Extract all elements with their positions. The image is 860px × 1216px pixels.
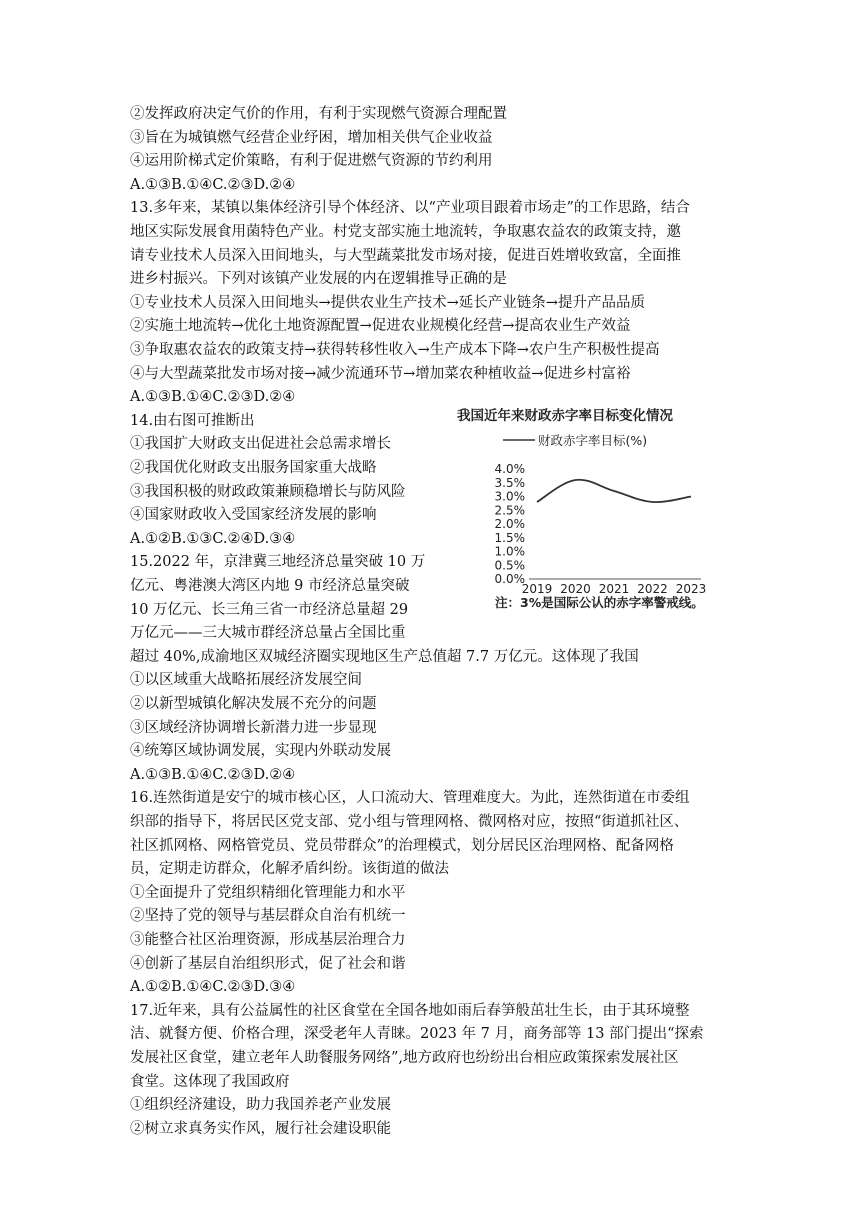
text-line: 13.多年来，某镇以集体经济引导个体经济、以“产业项目跟着市场走”的工作思路，结合 [130,200,690,217]
y-tick-label: 1.0% [494,544,525,559]
y-tick-label: 2.0% [494,517,525,531]
text-line: 社区抓网格、网格管党员、党员带群众”的治理模式，划分居民区治理网格、配备网格 [130,837,674,854]
text-line: ②树立求真务实作风，履行社会建设职能 [130,1120,391,1137]
text-line: ③区域经济协调增长新潜力进一步显现 [130,719,377,736]
text-line: ②我国优化财政支出服务国家重大战略 [130,460,377,476]
text-line: ②实施土地流转→优化土地资源配置→促进农业规模化经营→提高农业生产效益 [130,318,631,335]
text-line: 17.近年来，具有公益属性的社区食堂在全国各地如雨后春笋般茁壮生长，由于其环境整 [130,1002,690,1019]
y-tick-label: 2.5% [494,503,525,518]
deficit-rate-chart [445,402,735,614]
x-tick-label: 2023 [675,582,707,596]
text-line: 地区实际发展食用菌特色产业。村党支部实施土地流转，争取惠农益农的政策支持，邀 [130,224,681,240]
text-line: ④统筹区域协调发展，实现内外联动发展 [130,743,391,760]
text-line: 10 万亿元、长三角三省一市经济总量超 29 [130,601,409,618]
text-line: ③我国积极的财政政策兼顾稳增长与防风险 [130,483,406,500]
text-line: A.①③B.①④C.②③D.②④ [130,389,296,406]
text-line: ①专业技术人员深入田间地头→提供农业生产技术→延长产业链条→提升产品品质 [130,294,645,311]
text-line: 发展社区食堂，建立老年人助餐服务网络”,地方政府也纷纷出台相应政策探索发展社区 [130,1050,679,1066]
y-tick-label: 1.5% [494,530,525,545]
text-line: ②坚持了党的领导与基层群众自治有机统一 [130,908,406,925]
text-line: A.①③B.①④C.②③D.②④ [130,766,296,783]
text-line: ②发挥政府决定气价的作用，有利于实现燃气资源合理配置 [130,106,507,122]
text-line: 员，定期走访群众，化解矛盾纠纷。该街道的做法 [130,861,449,878]
text-line: 14.由右图可推断出 [130,412,255,429]
text-line: 16.连然街道是安宁的城市核心区，人口流动大、管理难度大。为此，连然街道在市委组 [130,790,690,807]
y-tick-label: 3.0% [494,489,525,504]
text-line: ①我国扩大财政支出促进社会总需求增长 [130,436,391,453]
y-tick-label: 3.5% [494,475,525,490]
text-line: ①以区域重大战略拓展经济发展空间 [130,672,362,689]
text-line: ③争取惠农益农的政策支持→获得转移性收入→生产成本下降→农户生产积极性提高 [130,342,660,358]
text-line: A.①②B.①③C.②④D.③④ [130,530,296,547]
text-line: ③能整合社区治理资源，形成基层治理合力 [130,932,406,948]
text-line: ④创新了基层自治组织形式，促了社会和谐 [130,955,406,972]
text-line: A.①③B.①④C.②③D.②④ [130,176,296,193]
text-line: 超过 40%,成渝地区双城经济圈实现地区生产总值超 7.7 万亿元。这体现了我国 [130,648,639,665]
text-line: ③旨在为城镇燃气经营企业纾困，增加相关供气企业收益 [130,129,493,146]
y-tick-label: 0.5% [494,558,525,573]
chart-title: 我国近年来财政赤字率目标变化情况 [457,408,673,424]
text-line: ①组织经济建设，助力我国养老产业发展 [130,1097,391,1114]
text-line: ②以新型城镇化解决发展不充分的问题 [130,696,377,712]
text-line: ④与大型蔬菜批发市场对接→减少流通环节→增加菜农种植收益→促进乡村富裕 [130,365,631,382]
series-line-deficit-rate [537,480,691,502]
x-tick-label: 2022 [637,582,668,596]
text-line: 15.2022 年，京津冀三地经济总量突破 10 万 [130,554,426,571]
y-axis-ticks [495,462,526,586]
text-line: 洁、就餐方便、价格合理，深受老年人青睐。2023 年 7 月，商务部等 13 部门提出“探索 [130,1026,704,1043]
text-line: 亿元、粤港澳大湾区内地 9 市经济总量突破 [130,578,410,594]
text-line: ④国家财政收入受国家经济发展的影响 [130,507,377,524]
x-tick-label: 2019 [521,582,553,596]
text-line: ④运用阶梯式定价策略，有利于促进燃气资源的节约利用 [130,153,493,170]
x-tick-label: 2020 [560,582,591,596]
legend-label: 财政赤字率目标(%) [538,433,648,448]
chart-svg [445,402,735,614]
text-line: ①全面提升了党组织精细化管理能力和水平 [130,884,406,901]
text-line: A.①②B.①④C.②③D.③④ [130,979,296,996]
text-line: 进乡村振兴。下列对该镇产业发展的内在逻辑推导正确的是 [130,271,507,288]
text-line: 万亿元——三大城市群经济总量占全国比重 [130,625,406,642]
y-tick-label: 4.0% [494,462,525,476]
text-line: 请专业技术人员深入田间地头，与大型蔬菜批发市场对接，促进百姓增收致富，全面推 [130,247,681,264]
text-line: 织部的指导下，将居民区党支部、党小组与管理网格、微网格对应，按照“街道抓社区、 [130,814,689,830]
chart-note: 注：3%是国际公认的赤字率警戒线。 [495,595,704,610]
y-tick-label: 0.0% [494,572,525,586]
x-tick-label: 2021 [598,582,630,596]
x-axis-ticks [522,582,707,596]
text-line: 食堂。这体现了我国政府 [130,1073,290,1090]
